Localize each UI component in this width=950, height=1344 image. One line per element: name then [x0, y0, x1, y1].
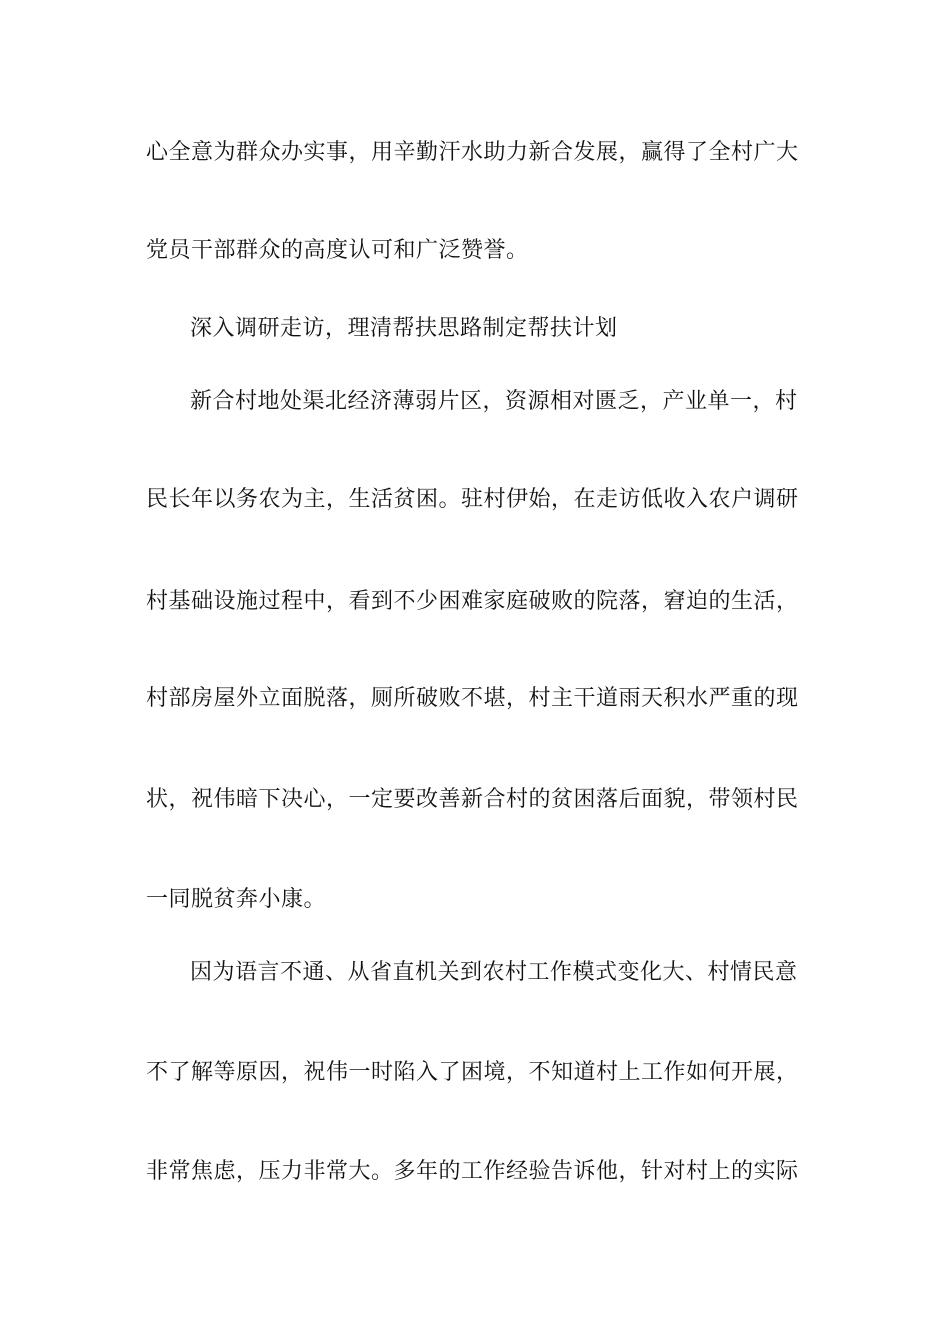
paragraph-line: 一同脱贫奔小康。 — [146, 887, 327, 912]
paragraph-line: 心全意为群众办实事，用辛勤汗水助力新合发展，赢得了全村广大 — [146, 140, 799, 165]
paragraph-line: 新合村地处渠北经济薄弱片区，资源相对匮乏，产业单一，村 — [190, 389, 798, 414]
section-heading: 深入调研走访，理清帮扶思路制定帮扶计划 — [190, 316, 618, 341]
paragraph-line: 党员干部群众的高度认可和广泛赞誉。 — [146, 238, 529, 263]
paragraph-line: 村基础设施过程中，看到不少困难家庭破败的院落，窘迫的生活， — [146, 589, 799, 614]
paragraph-line: 因为语言不通、从省直机关到农村工作模式变化大、村情民意 — [190, 960, 798, 985]
paragraph-line: 民长年以务农为主，生活贫困。驻村伊始，在走访低收入农户调研 — [146, 487, 799, 512]
paragraph-line: 非常焦虑，压力非常大。多年的工作经验告诉他，针对村上的实际 — [146, 1159, 799, 1184]
paragraph-line: 村部房屋外立面脱落，厕所破败不堪，村主干道雨天积水严重的现 — [146, 686, 799, 711]
paragraph-line: 不了解等原因，祝伟一时陷入了困境，不知道村上工作如何开展， — [146, 1060, 799, 1085]
paragraph-line: 状，祝伟暗下决心，一定要改善新合村的贫困落后面貌，带领村民 — [146, 787, 799, 812]
